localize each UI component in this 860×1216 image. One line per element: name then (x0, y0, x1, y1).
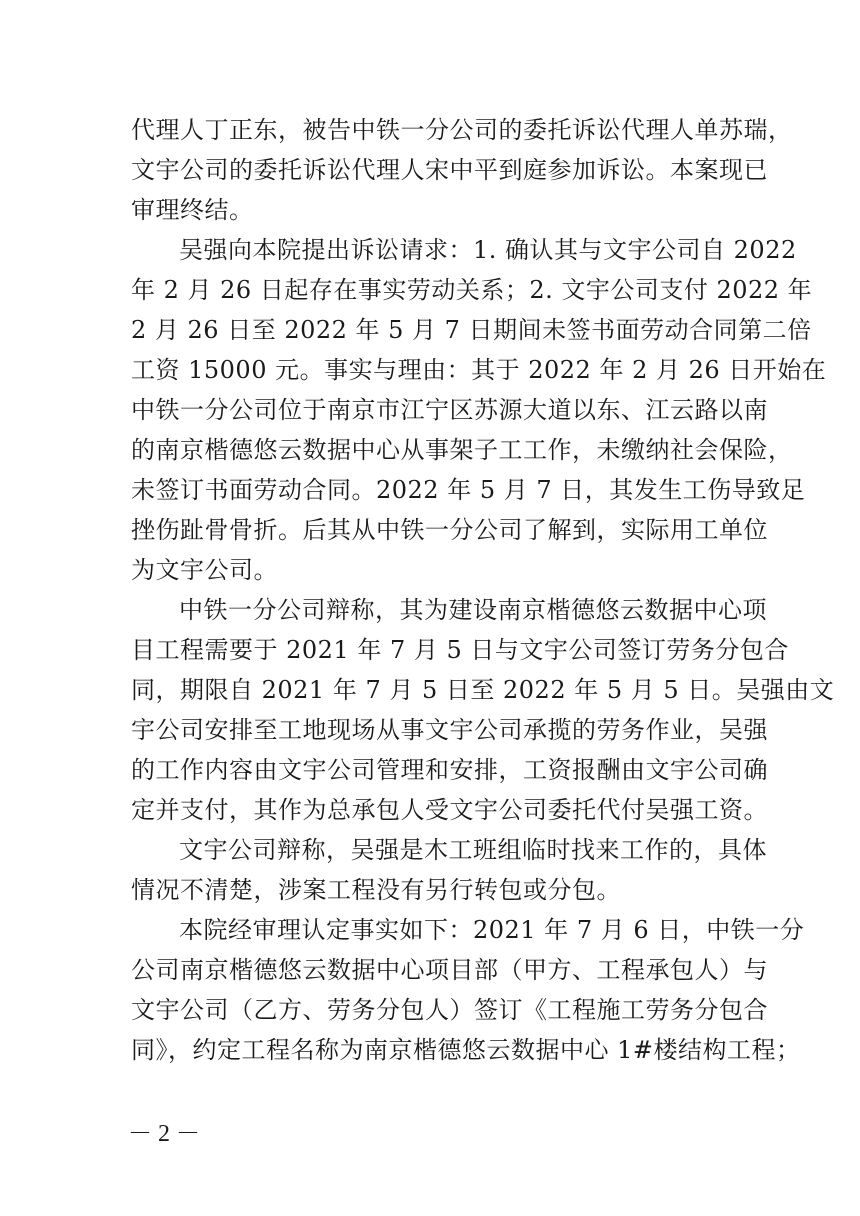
paragraph-4 (131, 830, 767, 910)
text-line: 公司南京楷德悠云数据中心项目部（甲方、工程承包人）与 (131, 956, 768, 984)
text-line: 代理人丁正东，被告中铁一分公司的委托诉讼代理人单苏瑞， (131, 116, 793, 144)
text-line: 文宇公司辩称，吴强是木工班组临时找来工作的，具体 (179, 836, 767, 864)
paragraph-3 (131, 590, 835, 830)
text-line: 为文宇公司。 (131, 556, 278, 584)
text-line: 同》，约定工程名称为南京楷德悠云数据中心 1#楼结构工程； (131, 1036, 801, 1064)
text-line: 宇公司安排至工地现场从事文宇公司承揽的劳务作业，吴强 (131, 716, 768, 744)
text-line: 中铁一分公司辩称，其为建设南京楷德悠云数据中心项 (179, 596, 767, 624)
text-line: 的工作内容由文宇公司管理和安排，工资报酬由文宇公司确 (131, 756, 768, 784)
document-body (131, 110, 835, 1070)
text-line: 定并支付，其作为总承包人受文宇公司委托代付吴强工资。 (131, 796, 768, 824)
paragraph-1 (131, 110, 793, 230)
text-line: 吴强向本院提出诉讼请求：1. 确认其与文宇公司自 2022 (179, 236, 797, 264)
text-line: 未签订书面劳动合同。2022 年 5 月 7 日，其发生工伤导致足 (131, 476, 806, 504)
text-line: 本院经审理认定事实如下：2021 年 7 月 6 日，中铁一分 (179, 916, 805, 944)
text-line: 文宇公司（乙方、劳务分包人）签订《工程施工劳务分包合 (131, 996, 768, 1024)
text-line: 中铁一分公司位于南京市江宁区苏源大道以东、江云路以南 (131, 396, 768, 424)
text-line: 挫伤趾骨骨折。后其从中铁一分公司了解到，实际用工单位 (131, 516, 768, 544)
paragraph-5 (131, 910, 805, 1070)
page-number: － 2 － (128, 1121, 200, 1147)
text-line: 文宇公司的委托诉讼代理人宋中平到庭参加诉讼。本案现已 (131, 156, 768, 184)
text-line: 审理终结。 (131, 196, 254, 224)
paragraph-2 (131, 230, 827, 590)
text-line: 目工程需要于 2021 年 7 月 5 日与文宇公司签订劳务分包合 (131, 636, 789, 664)
text-line: 情况不清楚，涉案工程没有另行转包或分包。 (131, 876, 621, 904)
text-line: 同，期限自 2021 年 7 月 5 日至 2022 年 5 月 5 日。吴强由文 (131, 676, 835, 704)
text-line: 的南京楷德悠云数据中心从事架子工工作，未缴纳社会保险， (131, 436, 793, 464)
text-line: 2 月 26 日至 2022 年 5 月 7 日期间未签书面劳动合同第二倍 (131, 316, 812, 344)
text-line: 年 2 月 26 日起存在事实劳动关系；2. 文宇公司支付 2022 年 (131, 276, 813, 304)
text-line: 工资 15000 元。事实与理由：其于 2022 年 2 月 26 日开始在 (131, 356, 827, 384)
